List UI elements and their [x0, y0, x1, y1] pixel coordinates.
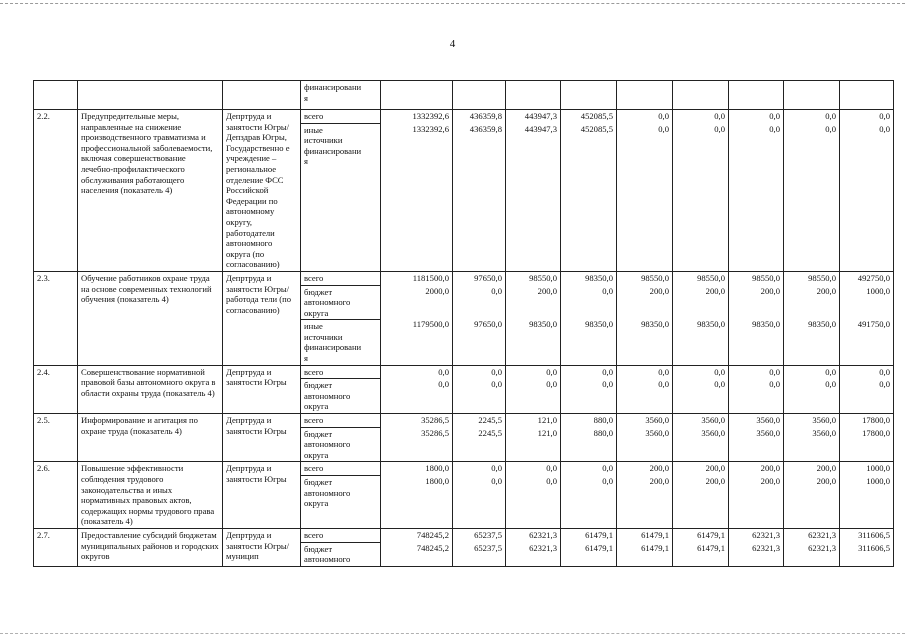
source-label: бюджет автономного округа: [304, 380, 351, 412]
amount-value: 0,0: [602, 285, 613, 296]
amount-cell: [673, 110, 729, 272]
source-label: бюджет автономного округа: [301, 285, 380, 320]
amount-cell: [673, 414, 729, 462]
amount-value: 97650,0: [474, 319, 502, 330]
amount-value: 61479,1: [641, 542, 669, 553]
amount-cell: [673, 271, 729, 365]
amount-value: 748245,2: [416, 529, 449, 540]
amount-value: 748245,2: [416, 542, 449, 553]
amount-value: 200,0: [760, 285, 780, 296]
amount-value: 443947,3: [524, 111, 557, 121]
amount-value: 0,0: [825, 366, 836, 377]
amount-value: 0,0: [438, 366, 449, 377]
amount-value: 200,0: [705, 476, 725, 486]
amount-value: 0,0: [658, 123, 669, 134]
amount-value: 61479,1: [641, 529, 669, 540]
amount-value: 65237,5: [474, 529, 502, 540]
amount-value: 65237,5: [474, 542, 502, 553]
amount-value: 200,0: [816, 285, 836, 296]
amount-value: 2245,5: [478, 427, 502, 438]
amount-value: 62321,3: [752, 542, 780, 553]
amount-value: 98350,0: [697, 319, 725, 330]
amount-cell: [840, 414, 894, 462]
scan-artifact-top: [0, 3, 905, 4]
source-label: всего: [301, 462, 380, 475]
row-code: 2.2.: [34, 110, 78, 272]
amount-value: 121,0: [537, 415, 557, 426]
scan-artifact-bottom: [0, 633, 905, 634]
amount-cell: [381, 365, 453, 413]
measure-name: Информирование и агитация по охране труда (показатель 4): [78, 414, 223, 462]
amount-cell: [784, 271, 840, 365]
table-row: [34, 528, 894, 566]
table-row: [34, 414, 894, 462]
amount-cell: [840, 365, 894, 413]
amount-cell: [784, 462, 840, 529]
source-label: иные источники финансировани я: [304, 124, 362, 167]
amount-cell: [453, 365, 506, 413]
amount-value: 311606,5: [858, 529, 890, 540]
amount-value: 200,0: [760, 463, 780, 474]
table-row: [34, 462, 894, 529]
source-label: всего: [301, 414, 380, 427]
amount-value: 3560,0: [645, 427, 669, 438]
source-label: бюджет автономного: [304, 543, 351, 565]
amount-cell: [840, 271, 894, 365]
amount-value: 0,0: [714, 379, 725, 390]
amount-value: 3560,0: [756, 427, 780, 438]
responsible-party: Депртруда и занятости Югры/Депздрав Югры, Государственно е учреждение – региональное отделение ФСС Российской Федерации по автономному округу, работодатели автономного округа (по согласованию): [223, 110, 301, 272]
amount-value: 0,0: [769, 379, 780, 390]
funding-source-cell: [301, 462, 381, 529]
amount-value: 17800,0: [862, 427, 890, 438]
funding-source-cell: [301, 414, 381, 462]
responsible-party: Депртруда и занятости Югры: [223, 462, 301, 529]
page-number: 4: [449, 38, 456, 50]
amount-value: 0,0: [825, 111, 836, 121]
measure-name: Предупредительные меры, направленные на снижение производственного травматизма и профессиональной заболеваемости, включая совершенствование лечебно-профилактического обслуживания работающего населения (показатель 4): [78, 110, 223, 272]
amount-value: 35286,5: [421, 415, 449, 426]
amount-value: 0,0: [769, 366, 780, 377]
amount-value: 121,0: [537, 427, 557, 438]
amount-value: 492750,0: [857, 272, 890, 283]
row-code: 2.4.: [34, 365, 78, 413]
amount-value: 0,0: [491, 463, 502, 474]
amount-value: 200,0: [649, 476, 669, 486]
amount-value: 1800,0: [425, 463, 449, 474]
amount-cell: [729, 462, 784, 529]
amount-value: 0,0: [491, 285, 502, 296]
source-label: всего: [301, 110, 380, 123]
row-code: 2.6.: [34, 462, 78, 529]
amount-cell: [506, 365, 561, 413]
amount-cell: [506, 110, 561, 272]
amount-cell: [840, 110, 894, 272]
amount-value: 1000,0: [866, 285, 890, 296]
row-code: 2.7.: [34, 528, 78, 566]
amount-cell: [561, 462, 617, 529]
responsible-party: Депртруда и занятости Югры: [223, 365, 301, 413]
amount-value: 200,0: [649, 463, 669, 474]
amount-value: 61479,1: [585, 542, 613, 553]
amount-value: 0,0: [714, 111, 725, 121]
amount-value: 62321,3: [529, 542, 557, 553]
amount-value: 452085,5: [580, 123, 613, 134]
amount-value: 311606,5: [858, 542, 890, 553]
amount-value: 443947,3: [524, 123, 557, 134]
funding-source-cell: [301, 528, 381, 566]
source-label: бюджет автономного округа: [304, 477, 351, 509]
amount-cell: [617, 271, 673, 365]
amount-value: 98550,0: [697, 272, 725, 283]
amount-cell: [840, 462, 894, 529]
amount-cell: [617, 365, 673, 413]
source-label: иные источники финансировани я: [304, 321, 362, 364]
funding-source-cell: [301, 365, 381, 413]
amount-value: 98350,0: [585, 272, 613, 283]
amount-cell: [453, 110, 506, 272]
amount-value: 62321,3: [808, 542, 836, 553]
amount-value: 0,0: [602, 476, 613, 486]
amount-cell: [729, 271, 784, 365]
amount-value: 200,0: [649, 285, 669, 296]
amount-value: 3560,0: [701, 415, 725, 426]
amount-cell: [784, 110, 840, 272]
amount-value: 0,0: [769, 123, 780, 134]
amount-value: 61479,1: [697, 542, 725, 553]
amount-cell: [561, 271, 617, 365]
amount-value: 3560,0: [645, 415, 669, 426]
amount-cell: [381, 462, 453, 529]
amount-cell: [506, 462, 561, 529]
amount-value: 200,0: [816, 463, 836, 474]
amount-cell: [840, 528, 894, 566]
row-code: 2.3.: [34, 271, 78, 365]
amount-value: 880,0: [593, 415, 613, 426]
amount-value: 0,0: [714, 366, 725, 377]
source-label: всего: [301, 366, 380, 379]
measure-name: Совершенствование нормативной правовой базы автономного округа в области охраны труда (показатель 4): [78, 365, 223, 413]
measure-name: Обучение работников охране труда на основе современных технологий обучения (показатель 4): [78, 271, 223, 365]
source-label: бюджет автономного округа: [304, 428, 351, 460]
amount-cell: [617, 414, 673, 462]
amount-cell: [729, 365, 784, 413]
amount-cell: [673, 528, 729, 566]
amount-cell: [673, 462, 729, 529]
amount-value: 2000,0: [425, 285, 449, 296]
amount-cell: [506, 271, 561, 365]
amount-value: 0,0: [438, 379, 449, 390]
amount-cell: [506, 528, 561, 566]
measure-name: Повышение эффективности соблюдения трудового законодательства и иных нормативных правовых актов, содержащих нормы трудового права (показатель 4): [78, 462, 223, 529]
responsible-party: Депртруда и занятости Югры/работода тели (по согласованию): [223, 271, 301, 365]
amount-value: 0,0: [491, 366, 502, 377]
amount-value: 200,0: [705, 463, 725, 474]
amount-value: 98350,0: [752, 319, 780, 330]
amount-cell: [729, 414, 784, 462]
program-funding-table: [33, 80, 894, 567]
amount-cell: [729, 528, 784, 566]
amount-value: 0,0: [546, 463, 557, 474]
amount-cell: [453, 462, 506, 529]
amount-value: 61479,1: [697, 529, 725, 540]
amount-cell: [561, 528, 617, 566]
amount-value: 1332392,6: [412, 111, 449, 121]
amount-value: 62321,3: [529, 529, 557, 540]
amount-cell: [617, 528, 673, 566]
amount-cell: [381, 271, 453, 365]
amount-cell: [784, 414, 840, 462]
amount-value: 2245,5: [478, 415, 502, 426]
amount-value: 0,0: [658, 111, 669, 121]
amount-value: 1800,0: [425, 476, 449, 486]
amount-value: 3560,0: [812, 427, 836, 438]
funding-source-cell: [301, 110, 381, 272]
amount-cell: [381, 414, 453, 462]
amount-value: 62321,3: [752, 529, 780, 540]
responsible-party: Депртруда и занятости Югры/муницип: [223, 528, 301, 566]
amount-cell: [561, 414, 617, 462]
amount-value: 200,0: [705, 285, 725, 296]
amount-cell: [381, 528, 453, 566]
amount-value: 1179500,0: [412, 319, 449, 330]
amount-value: 1181500,0: [412, 272, 449, 283]
amount-value: 98550,0: [641, 272, 669, 283]
amount-value: 0,0: [546, 366, 557, 377]
amount-value: 200,0: [816, 476, 836, 486]
amount-cell: [617, 462, 673, 529]
amount-value: 1000,0: [866, 463, 890, 474]
source-label: всего: [301, 272, 380, 285]
amount-value: 0,0: [769, 111, 780, 121]
amount-value: 0,0: [714, 123, 725, 134]
amount-cell: [561, 365, 617, 413]
measure-name: Предоставление субсидий бюджетам муниципальных районов и городских округов: [78, 528, 223, 566]
amount-cell: [453, 414, 506, 462]
row-code: 2.5.: [34, 414, 78, 462]
amount-value: 0,0: [658, 366, 669, 377]
amount-cell: [673, 365, 729, 413]
amount-cell: [784, 528, 840, 566]
amount-value: 200,0: [760, 476, 780, 486]
amount-value: 98350,0: [529, 319, 557, 330]
amount-value: 98350,0: [641, 319, 669, 330]
amount-value: 1332392,6: [412, 123, 449, 134]
amount-value: 0,0: [491, 476, 502, 486]
table-row: [34, 110, 894, 272]
amount-value: 98350,0: [585, 319, 613, 330]
amount-value: 0,0: [602, 463, 613, 474]
amount-value: 61479,1: [585, 529, 613, 540]
funding-source-cell: [301, 271, 381, 365]
amount-cell: [561, 110, 617, 272]
amount-value: 0,0: [825, 123, 836, 134]
amount-value: 35286,5: [421, 427, 449, 438]
amount-value: 1000,0: [866, 476, 890, 486]
amount-value: 3560,0: [756, 415, 780, 426]
amount-value: 0,0: [879, 379, 890, 390]
amount-value: 0,0: [602, 379, 613, 390]
table-row: [34, 271, 894, 365]
amount-cell: [784, 365, 840, 413]
amount-value: 98550,0: [808, 272, 836, 283]
amount-value: 0,0: [658, 379, 669, 390]
amount-value: 0,0: [825, 379, 836, 390]
amount-cell: [729, 110, 784, 272]
amount-value: 0,0: [879, 111, 890, 121]
amount-value: 0,0: [602, 366, 613, 377]
amount-value: 62321,3: [808, 529, 836, 540]
amount-value: 98550,0: [529, 272, 557, 283]
amount-cell: [381, 110, 453, 272]
amount-value: 17800,0: [862, 415, 890, 426]
amount-cell: [506, 414, 561, 462]
amount-cell: [453, 528, 506, 566]
amount-value: 0,0: [546, 379, 557, 390]
amount-value: 97650,0: [474, 272, 502, 283]
amount-value: 3560,0: [701, 427, 725, 438]
amount-value: 452085,5: [580, 111, 613, 121]
amount-value: 436359,8: [469, 111, 502, 121]
source-label: всего: [301, 529, 380, 542]
amount-value: 200,0: [537, 285, 557, 296]
amount-value: 491750,0: [857, 319, 890, 330]
amount-value: 0,0: [491, 379, 502, 390]
responsible-party: Депртруда и занятости Югры: [223, 414, 301, 462]
source-label: финансировани я: [301, 81, 381, 110]
amount-cell: [617, 110, 673, 272]
amount-value: 0,0: [546, 476, 557, 486]
header-fragment-row: [34, 81, 894, 110]
amount-value: 880,0: [593, 427, 613, 438]
amount-value: 0,0: [879, 366, 890, 377]
amount-value: 98550,0: [752, 272, 780, 283]
amount-value: 98350,0: [808, 319, 836, 330]
amount-cell: [453, 271, 506, 365]
amount-value: 0,0: [879, 123, 890, 134]
amount-value: 436359,8: [469, 123, 502, 134]
amount-value: 3560,0: [812, 415, 836, 426]
table-row: [34, 365, 894, 413]
